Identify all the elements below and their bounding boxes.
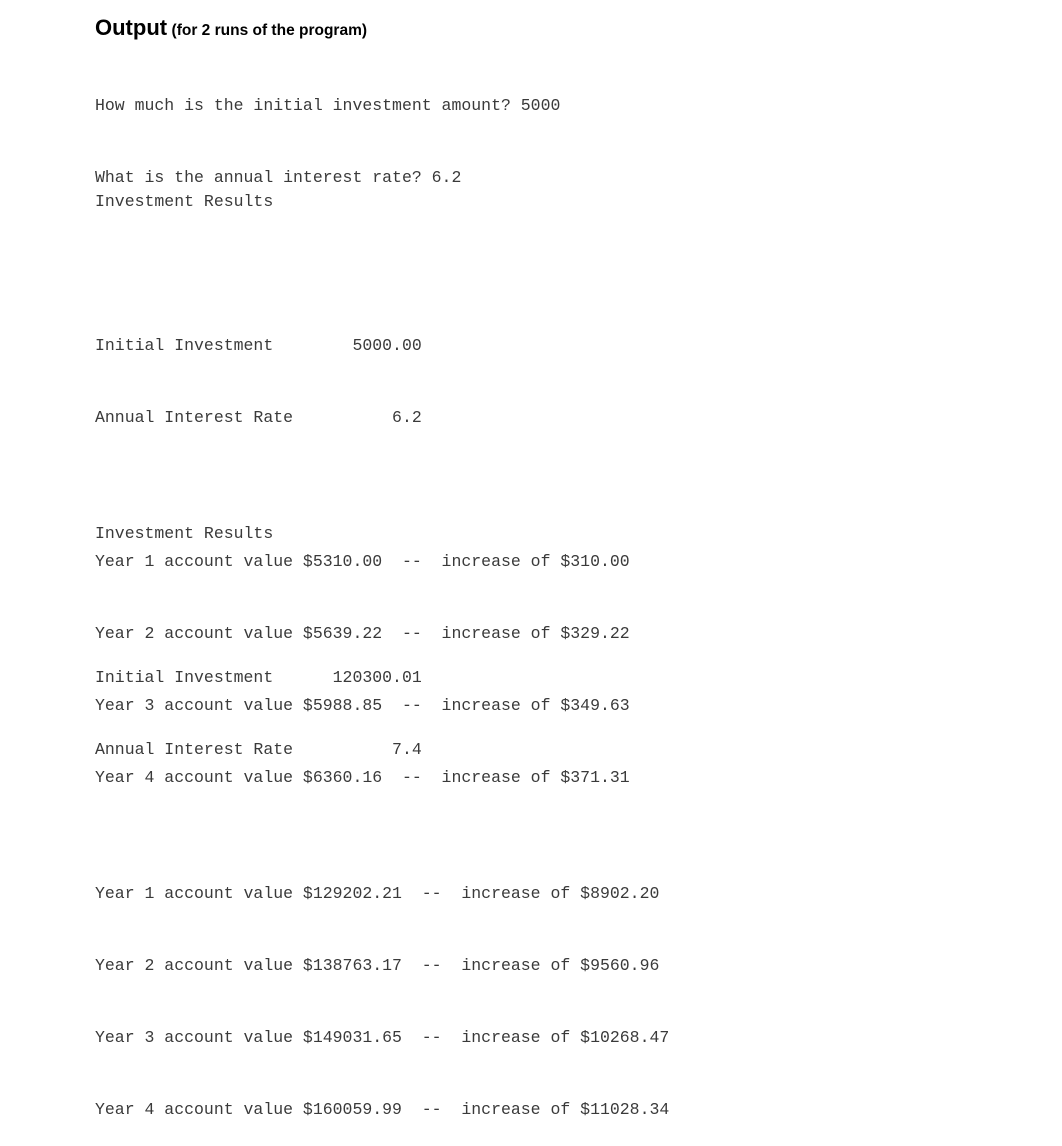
initial-investment-line: Initial Investment 5000.00 [95,336,422,355]
year-line: Year 1 account value $129202.21 -- increase of $8902.20 [95,884,660,903]
results-title: Investment Results [95,192,274,211]
initial-investment-line: Initial Investment 120300.01 [95,668,422,687]
output-heading [95,15,367,41]
interest-rate-line: Annual Interest Rate 6.2 [95,408,422,427]
blank-line [95,594,669,618]
year-line: Year 2 account value $5639.22 -- increase of $329.22 [95,624,630,643]
prompt-investment-line: How much is the initial investment amount? 5000 [95,96,561,115]
interest-rate-line: Annual Interest Rate 7.4 [95,740,422,759]
year-line: Year 1 account value $5310.00 -- increase of $310.00 [95,552,630,571]
blank-line [95,810,669,834]
run-2-results [95,474,669,1146]
prompt-rate-line: What is the annual interest rate? 6.2 [95,168,462,187]
year-line: Year 2 account value $138763.17 -- increase of $9560.96 [95,956,660,975]
year-line: Year 3 account value $149031.65 -- increase of $10268.47 [95,1028,670,1047]
blank-line [95,262,630,286]
year-line: Year 4 account value $160059.99 -- increase of $11028.34 [95,1100,670,1119]
results-title: Investment Results [95,524,274,543]
output-subtitle: (for 2 runs of the program) [171,22,368,39]
year-line: Year 4 account value $6360.16 -- increase of $371.31 [95,768,630,787]
output-title: Output [95,15,168,40]
year-line: Year 3 account value $5988.85 -- increase of $349.63 [95,696,630,715]
